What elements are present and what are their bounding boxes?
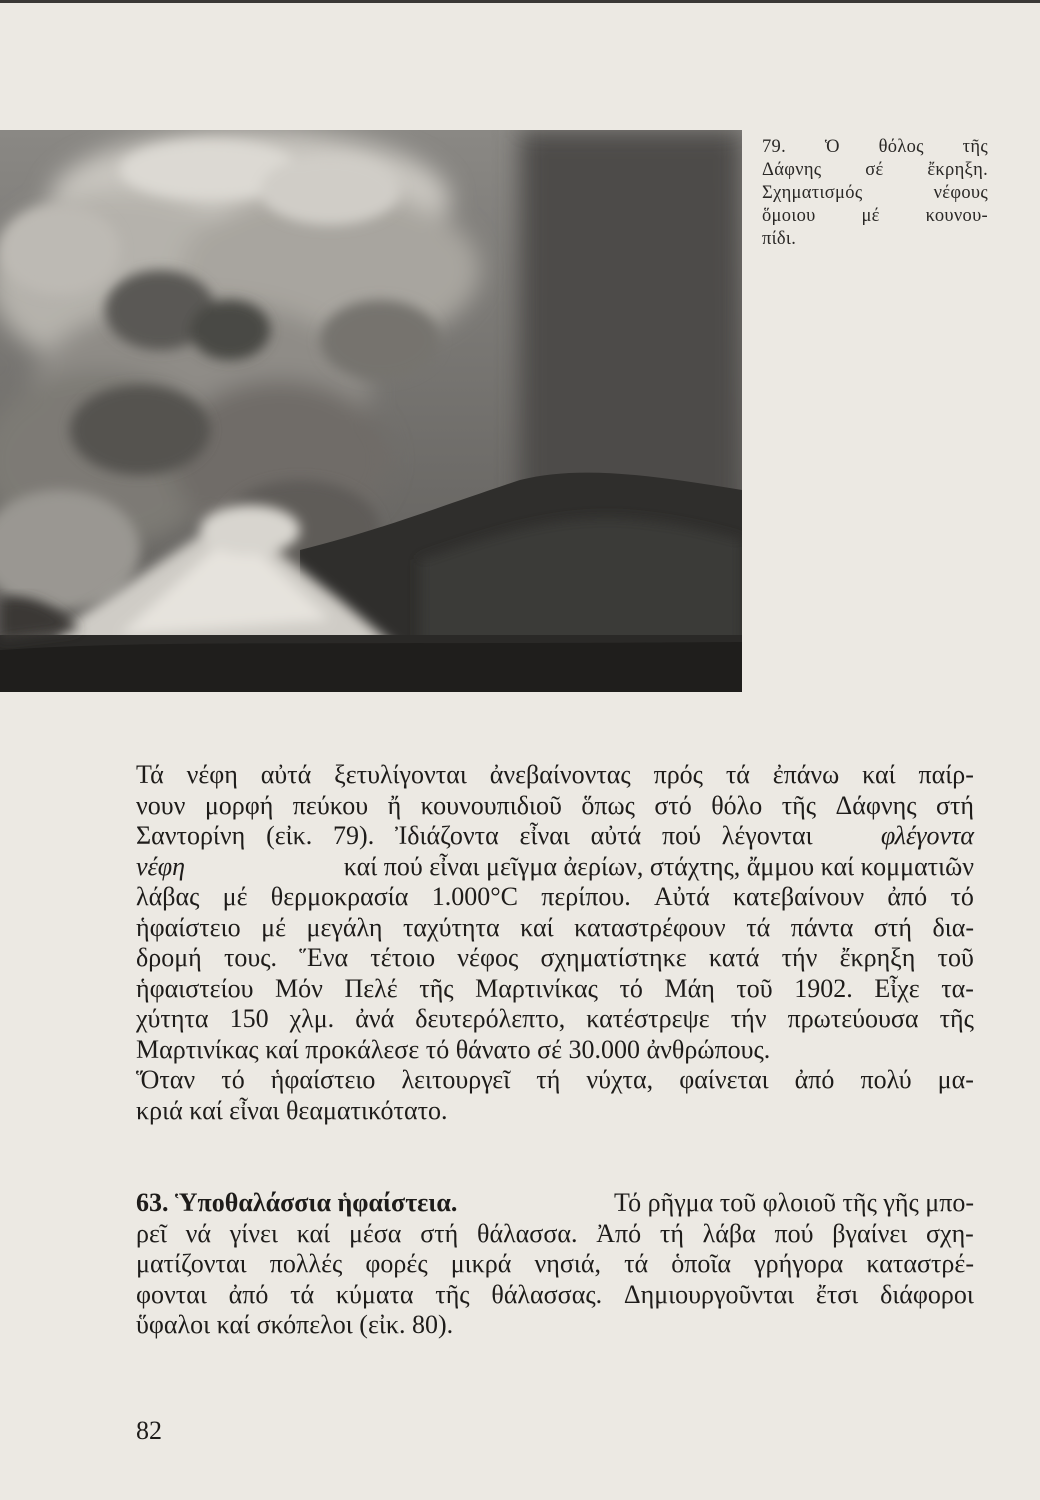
- word: σχη-: [926, 1218, 974, 1248]
- word: ἀνά: [355, 1004, 395, 1033]
- word: στή: [873, 912, 912, 942]
- text-line: [136, 791, 974, 822]
- word: χλμ.: [289, 1004, 335, 1033]
- word: τους.: [223, 943, 278, 972]
- word: θερμοκρασία: [270, 882, 409, 911]
- word: μέ: [222, 882, 248, 911]
- word: πού: [774, 1218, 814, 1248]
- word: ἀπό: [228, 1279, 269, 1309]
- word: ἀνεβαίνοντας: [489, 760, 631, 789]
- word: τήν: [781, 943, 818, 972]
- caption-line: [762, 182, 988, 205]
- word: κύματα: [335, 1279, 414, 1309]
- word: ταχύτητα: [402, 912, 500, 942]
- word: τῆς: [419, 973, 454, 1003]
- word: Μαρτινίκας: [475, 973, 598, 1003]
- word: 150: [229, 1004, 269, 1033]
- word: μικρά: [450, 1249, 512, 1278]
- word: ἔκρηξη: [839, 943, 916, 972]
- word: δευτερόλεπτο,: [415, 1004, 566, 1033]
- text-line-content: Μαρτινίκας καί προκάλεσε τό θάνατο σέ 30.000 ἀνθρώπους.: [136, 1034, 771, 1064]
- word: τό: [619, 973, 643, 1003]
- word: Δημιουργοῦνται: [623, 1279, 795, 1309]
- word: γίνει: [229, 1218, 278, 1248]
- word: μορφή: [204, 790, 274, 820]
- word: ξετυλίγονται: [334, 760, 467, 789]
- eruption-photo: [0, 130, 742, 692]
- word: θάλασσας.: [491, 1279, 603, 1309]
- word: τοῦ: [937, 943, 974, 972]
- word: τῆς: [435, 1279, 470, 1309]
- word: Ἀπό: [596, 1218, 642, 1248]
- word: τέτοιο: [370, 943, 436, 972]
- text-line: [136, 1035, 974, 1066]
- word: ἀπό: [887, 882, 928, 911]
- word: 1.000°C: [431, 882, 518, 911]
- word: πρωτεύουσα: [787, 1004, 919, 1033]
- word: νέφη: [186, 760, 238, 789]
- word: σέ: [865, 160, 884, 180]
- word: Σχηματισμός: [762, 183, 863, 203]
- text-line: [136, 760, 974, 791]
- text-line: [136, 1004, 974, 1035]
- word: ἡφαιστείου: [136, 973, 254, 1003]
- italic-term: φλέγοντα: [880, 821, 974, 850]
- word: γρήγορα: [754, 1249, 844, 1278]
- word: τήν: [730, 1004, 767, 1033]
- word: νουν: [136, 790, 186, 820]
- word: ἀπό: [794, 1065, 835, 1094]
- word: τή: [659, 1218, 684, 1248]
- caption-line: [762, 136, 988, 159]
- word: στή: [420, 1218, 459, 1248]
- page-number: 82: [136, 1416, 162, 1445]
- word: κατεβαίνουν: [733, 882, 865, 911]
- word: σχηματίστηκε: [540, 943, 687, 972]
- word: θόλος: [878, 137, 924, 157]
- word: Μάη: [664, 973, 715, 1003]
- word: δια-: [932, 912, 974, 942]
- figure-caption: [762, 136, 988, 251]
- word: κουνου-: [925, 206, 988, 226]
- word: Πελέ: [344, 973, 398, 1003]
- word: μέσα: [348, 1218, 402, 1248]
- text-line-content: καί πού εἶναι μεῖγμα ἀερίων, στάχτης, ἄμμου καί κομματιῶν: [343, 851, 974, 881]
- word: μέ: [861, 206, 880, 226]
- text-line: [136, 882, 974, 913]
- word: μέ: [261, 912, 286, 942]
- word: λάβας: [136, 882, 200, 911]
- top-edge-rule: [0, 0, 1040, 3]
- text-line: [136, 821, 974, 852]
- word: τα-: [941, 973, 974, 1003]
- word: κατέστρεψε: [586, 1004, 710, 1033]
- word: φονται: [136, 1279, 207, 1309]
- word: Δάφνης: [762, 160, 822, 180]
- caption-line: [762, 205, 988, 228]
- word: τή: [536, 1065, 561, 1094]
- word: κατά: [708, 943, 760, 972]
- word: καταστρέ-: [866, 1249, 974, 1278]
- word: ἤ: [387, 790, 402, 820]
- text-line: [136, 1096, 974, 1127]
- text-line: [136, 1310, 974, 1341]
- word: τῆς: [962, 137, 988, 157]
- word: θόλο: [711, 790, 763, 820]
- word: χύτητα: [136, 1004, 209, 1033]
- word: παίρ-: [918, 760, 974, 789]
- word: πολύ: [860, 1065, 912, 1094]
- word: φαίνεται: [679, 1065, 769, 1094]
- word: ὅμοιου: [762, 206, 816, 226]
- text-line-content: κριά καί εἶναι θεαματικότατο.: [136, 1095, 448, 1125]
- word: πρός: [653, 760, 703, 789]
- word: νέφος: [457, 943, 519, 972]
- word: διάφοροι: [880, 1279, 974, 1309]
- section-heading: 63. Ὑποθαλάσσια ἡφαίστεια.: [136, 1188, 458, 1217]
- word: φορές: [365, 1249, 428, 1278]
- italic-term: νέφη: [136, 851, 186, 881]
- word: πάντα: [790, 912, 854, 942]
- eruption-photo-illustration: [0, 130, 742, 692]
- text-line: [136, 1065, 974, 1096]
- caption-line: πίδι.: [762, 229, 797, 249]
- word: δρομή: [136, 943, 202, 972]
- word: ἡφαίστειο: [136, 912, 241, 942]
- text-line: [136, 1249, 974, 1280]
- word: τά: [624, 1249, 649, 1278]
- word: Ὁ: [824, 137, 840, 157]
- word: ἔκρηξη.: [927, 160, 988, 180]
- word: τῆς: [939, 1004, 974, 1033]
- word: μεγάλη: [306, 912, 383, 942]
- word: τά: [290, 1279, 315, 1309]
- word: Ἕνα: [299, 943, 349, 972]
- word: περίπου.: [541, 882, 631, 911]
- word: Ὅταν: [136, 1065, 196, 1094]
- word: τό: [950, 882, 974, 911]
- word: Δάφνης: [835, 790, 917, 820]
- word: νά: [185, 1218, 212, 1248]
- paragraph-pyroclastic-clouds: [136, 760, 974, 1126]
- word: βγαίνει: [832, 1218, 908, 1248]
- word: καί: [296, 1218, 331, 1248]
- text-line: [136, 1280, 974, 1311]
- word: Μόν: [275, 973, 323, 1003]
- text-line: [136, 943, 974, 974]
- word: μα-: [937, 1065, 974, 1094]
- word: Εἶχε: [874, 973, 920, 1003]
- word: ἡφαίστειο: [270, 1065, 376, 1094]
- word: νησιά,: [534, 1249, 601, 1278]
- word: νέφους: [933, 183, 988, 203]
- word: νύχτα,: [586, 1065, 654, 1094]
- word: Τά: [136, 760, 164, 789]
- word: 1902.: [794, 973, 853, 1003]
- text-line: [136, 913, 974, 944]
- word: τό: [221, 1065, 245, 1094]
- word: ματίζονται: [136, 1249, 247, 1278]
- word: ὁποῖα: [671, 1249, 732, 1278]
- word: τά: [725, 760, 750, 789]
- word: τοῦ: [736, 973, 773, 1003]
- text-line-content: ὕφαλοι καί σκόπελοι (εἰκ. 80).: [136, 1310, 454, 1339]
- text-line: [136, 852, 974, 883]
- word: ἔτσι: [815, 1279, 859, 1309]
- text-line-content: Σαντορίνη (εἰκ. 79). Ἰδιάζοντα εἶναι αὐτά πού λέγονται: [136, 821, 813, 850]
- text-line-content: Τό ρῆγμα τοῦ φλοιοῦ τῆς γῆς μπο-: [614, 1188, 974, 1217]
- word: αὐτά: [260, 760, 312, 789]
- word: καί: [862, 760, 896, 789]
- word: λάβα: [702, 1218, 756, 1248]
- text-line: [136, 974, 974, 1005]
- paragraph-submarine-volcanoes: [136, 1188, 974, 1341]
- word: ρεῖ: [136, 1218, 167, 1248]
- text-line: [136, 1188, 974, 1219]
- word: λειτουργεῖ: [401, 1065, 511, 1094]
- word: στή: [935, 790, 974, 820]
- word: κουνουπιδιοῦ: [420, 790, 562, 820]
- word: στό: [654, 790, 692, 820]
- word: ἐπάνω: [772, 760, 840, 789]
- word: πεύκου: [292, 790, 369, 820]
- word: καί: [520, 912, 554, 942]
- word: ὅπως: [581, 790, 635, 820]
- word: τῆς: [781, 790, 817, 820]
- word: πολλές: [269, 1249, 343, 1278]
- text-line: [136, 1219, 974, 1250]
- caption-line: [762, 159, 988, 182]
- word: 79.: [762, 137, 787, 157]
- word: καταστρέφουν: [574, 912, 726, 942]
- word: Αὐτά: [654, 882, 710, 911]
- word: τά: [746, 912, 771, 942]
- word: θάλασσα.: [477, 1218, 578, 1248]
